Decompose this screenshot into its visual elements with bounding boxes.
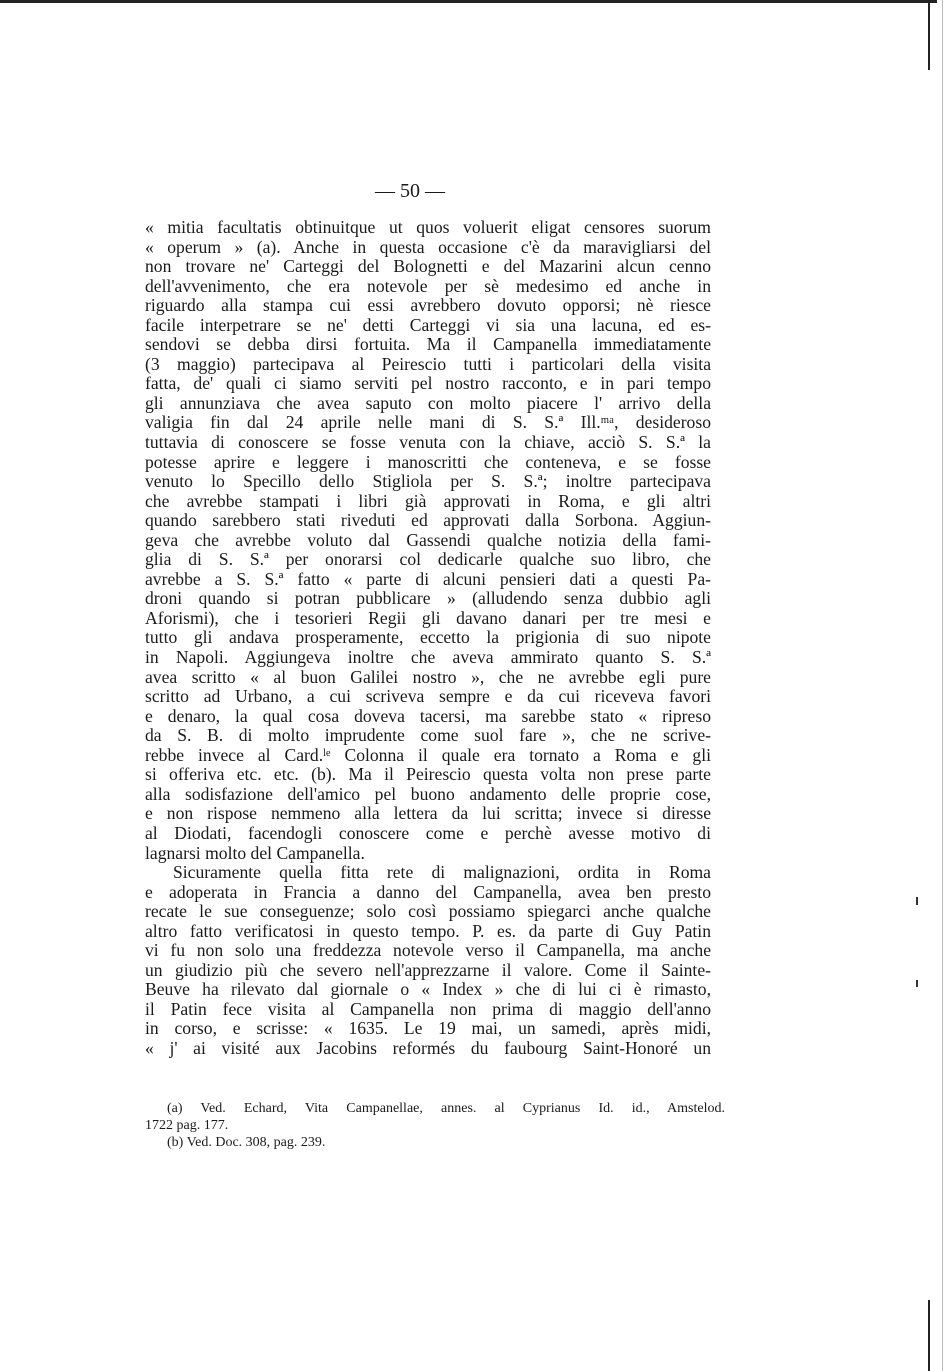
right-scan-corner [915,0,937,3]
text-line: riguardo alla stampa cui essi avrebbero dovuto opporsi; nè riesce [145,296,711,316]
text-line: quando sarebbero stati riveduti ed approvati dalla Sorbona. Aggiun- [145,511,711,531]
text-line: in Napoli. Aggiungeva inoltre che aveva ammirato quanto S. S.ª [145,648,711,668]
text-line: dell'avvenimento, che era notevole per sè medesimo ed anche in [145,276,711,296]
page-number: — 50 — [375,180,445,202]
text-line: che avrebbe stampati i libri già approvati in Roma, e gli altri [145,491,711,511]
text-line: Sicuramente quella fitta rete di malignazioni, ordita in Roma [173,863,711,883]
text-line: « j' ai visité aux Jacobins reformés du faubourg Saint-Honoré un [145,1038,711,1058]
footnote-line: 1722 pag. 177. [145,1118,229,1133]
text-line: vi fu non solo una freddezza notevole verso il Campanella, ma anche [145,941,711,961]
right-scan-edge-top [928,0,930,70]
text-line: Aforismi), che i tesorieri Regii gli davano danari per tre mesi e [145,608,711,628]
text-line: un giudizio più che severo nell'apprezzarne il valore. Come il Sainte- [145,960,711,980]
text-line: geva che avrebbe voluto dal Gassendi qualche notizia della fami- [145,530,711,550]
text-line: sendovi se debba dirsi fortuita. Ma il Campanella immediatamente [145,335,711,355]
text-line: in corso, e scrisse: « 1635. Le 19 mai, un samedi, après midi, [145,1019,711,1039]
text-line: avrebbe a S. S.ª fatto « parte di alcuni pensieri dati a questi Pa- [145,569,711,589]
text-line: facile interpetrare se ne' detti Carteggi vi sia una lacuna, ed es- [145,315,711,335]
text-line: Beuve ha rilevato dal giornale o « Index » che di lui ci è rimasto, [145,980,711,1000]
footnote-line: (a) Ved. Echard, Vita Campanellae, annes. al Cyprianus Id. id., Amstelod. [167,1101,725,1116]
text-line: fatta, de' quali ci siamo serviti pel nostro racconto, e in pari tempo [145,374,711,394]
text-line: potesse aprire e leggere i manoscritti che conteneva, e se fosse [145,452,711,472]
text-line: il Patin fece visita al Campanella non prima di maggio dell'anno [145,999,711,1019]
text-line: « mitia facultatis obtinuitque ut quos voluerit eligat censores suorum [145,218,711,237]
text-line: avea scritto « al buon Galilei nostro », che ne avrebbe egli pure [145,667,711,687]
scan-speck [916,897,918,905]
text-line: da S. B. di molto imprudente come suol fare », che ne scrive- [145,726,711,746]
text-line: non trovare ne' Carteggi del Bolognetti e del Mazarini alcun cenno [145,257,711,277]
text-line: scritto ad Urbano, a cui scriveva sempre e da cui riceveva favori [145,687,711,707]
text-line: e denaro, la qual cosa doveva tacersi, ma sarebbe stato « ripreso [145,706,711,726]
right-scan-edge [942,0,943,1371]
right-scan-edge-bottom [928,1300,930,1371]
text-line: al Diodati, facendogli conoscere come e perchè avesse motivo di [145,823,711,843]
text-line: tuttavia di conoscere se fosse venuta con la chiave, acciò S. S.ª la [145,433,711,453]
footnotes [145,1100,725,1151]
text-line: valigia fin dal 24 aprile nelle mani di S. S.ª Ill.ᵐᵃ, desideroso [145,413,711,433]
text-line: tutto gli andava prosperamente, eccetto la prigionia di suo nipote [145,628,711,648]
text-line: rebbe invece al Card.ˡᵉ Colonna il quale era tornato a Roma e gli [145,745,711,765]
text-line: lagnarsi molto del Campanella. [145,843,365,863]
text-line: venuto lo Specillo dello Stigliola per S. S.ª; inoltre partecipava [145,472,711,492]
text-line: « operum » (a). Anche in questa occasione c'è da maravigliarsi del [145,237,711,257]
text-line: e non rispose nemmeno alla lettera da lui scritta; invece si diresse [145,804,711,824]
text-line: recate le sue conseguenze; solo così possiamo spiegarci anche qualche [145,902,711,922]
text-line: si offeriva etc. etc. (b). Ma il Peirescio questa volta non prese parte [145,765,711,785]
text-line: e adoperata in Francia a danno del Campanella, avea ben presto [145,882,711,902]
top-scan-border [0,0,915,3]
text-line: glia di S. S.ª per onorarsi col dedicarle qualche suo libro, che [145,550,711,570]
footnote-line: (b) Ved. Doc. 308, pag. 239. [167,1135,326,1150]
body-text [145,218,711,1059]
text-line: alla sodisfazione dell'amico pel buono andamento delle proprie cose, [145,784,711,804]
text-line: gli annunziava che avea saputo con molto piacere l' arrivo della [145,393,711,413]
scan-speck [916,980,918,987]
text-line: altro fatto verificatosi in questo tempo. P. es. da parte di Guy Patin [145,921,711,941]
text-line: droni quando si potran pubblicare » (alludendo senza dubbio agli [145,589,711,609]
text-line: (3 maggio) partecipava al Peirescio tutti i particolari della visita [145,354,711,374]
